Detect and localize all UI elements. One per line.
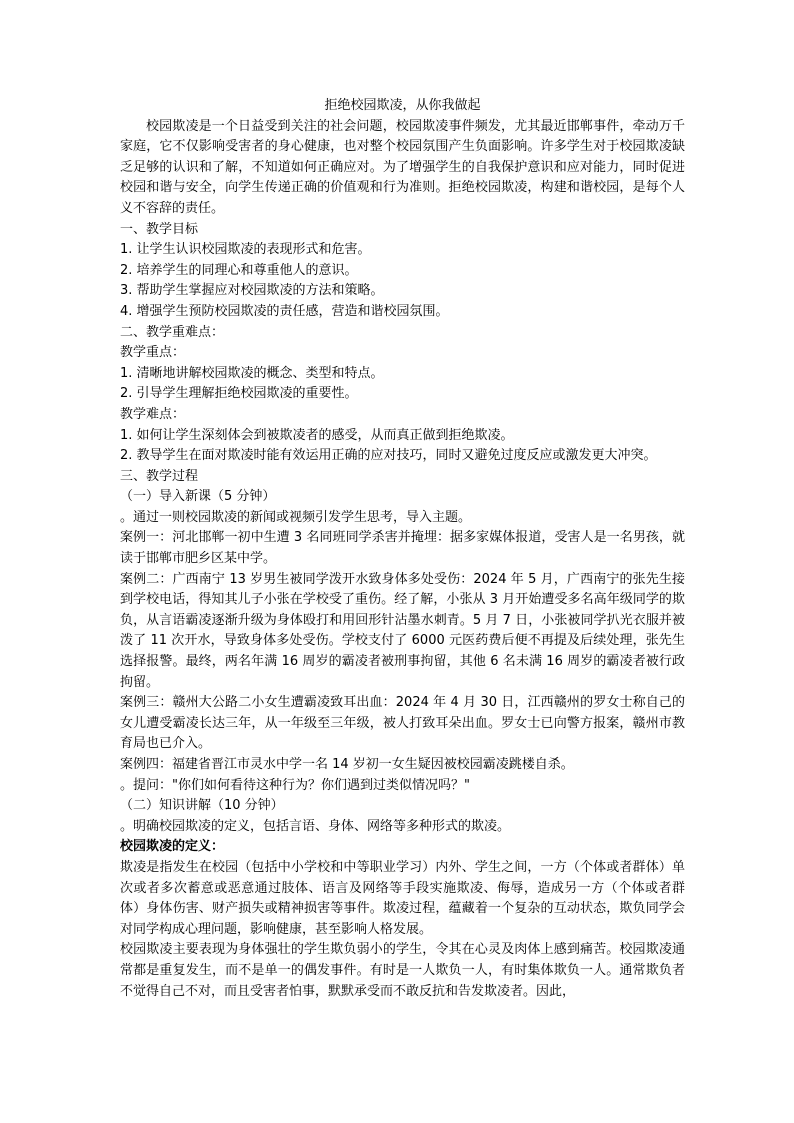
paragraph: 三、教学过程 [120,468,199,484]
document-page [120,96,685,1002]
paragraph: （二）知识讲解（10 分钟） [120,798,284,814]
paragraph: 2. 引导学生理解拒绝校园欺凌的重要性。 [120,386,358,402]
paragraph: 校园欺凌的定义： [120,839,225,855]
paragraph: 。明确校园欺凌的定义，包括言语、身体、网络等多种形式的欺凌。 [120,818,511,834]
paragraph: 案例一：河北邯郸一初中生遭 3 名同班同学杀害并掩埋：据多家媒体报道，受害人是一名男孩，就读于邯郸市肥乡区某中学。 [120,530,685,567]
paragraph: 校园欺凌是一个日益受到关注的社会问题，校园欺凌事件频发，尤其最近邯郸事件，牵动万千家庭，它不仅影响受害者的身心健康，也对整个校园氛围产生负面影响。许多学生对于校园欺凌缺乏足够的认识和了解，不知道如何正确应对。为了增强学生的自我保护意识和应对能力，同时促进校园和谐与安全，向学生传递正确的价值观和行为准则。拒绝校园欺凌，构建和谐校园，是每个人义不容辞的责任。 [120,118,685,216]
paragraph: （一）导入新课（5 分钟） [120,489,276,505]
paragraph: 案例二：广西南宁 13 岁男生被同学泼开水致身体多处受伤：2024 年 5 月，广西南宁的张先生接到学校电话，得知其儿子小张在学校受了重伤。经了解，小张从 3 月开始遭受多名高年级同学的欺负，从言语霸凌逐渐升级为身体殴打和用回形针沾墨水刺青。5 月 7 日，小张被同学扒光衣服并被泼了 11 次开水，导致身体多处受伤。学校支付了 6000 元医药费后便不再提及后续处理，张先生选择报警。最终，两名年满 16 周岁的霸凌者被刑事拘留，其他 6 名未满 16 周岁的霸凌者被行政拘留。 [120,571,685,690]
paragraph: 案例三：赣州大公路二小女生遭霸凌致耳出血：2024 年 4 月 30 日，江西赣州的罗女士称自己的女儿遭受霸凌长达三年，从一年级至三年级，被人打致耳朵出血。罗女士已向警方报案，赣州市教育局也已介入。 [120,695,685,752]
paragraph: 案例四：福建省晋江市灵水中学一名 14 岁初一女生疑因被校园霸凌跳楼自杀。 [120,757,574,772]
paragraph: 1. 让学生认识校园欺凌的表现形式和危害。 [120,242,371,258]
paragraph: 。通过一则校园欺凌的新闻或视频引发学生思考，导入主题。 [120,509,472,525]
paragraph: 1. 如何让学生深刻体会到被欺凌者的感受，从而真正做到拒绝欺凌。 [120,427,514,443]
paragraph: 一、教学目标 [120,221,199,237]
paragraph: 教学重点： [120,345,186,361]
paragraph: 2. 培养学生的同理心和尊重他人的意识。 [120,262,358,278]
paragraph: 4. 增强学生预防校园欺凌的责任感，营造和谐校园氛围。 [120,303,449,319]
paragraph: 欺凌是指发生在校园（包括中小学校和中等职业学习）内外、学生之间，一方（个体或者群体）单次或者多次蓄意或恶意通过肢体、语言及网络等手段实施欺凌、侮辱，造成另一方（个体或者群体）身体伤害、财产损失或精神损害等事件。欺凌过程，蕴藏着一个复杂的互动状态，欺负同学会对同学构成心理问题，影响健康，甚至影响人格发展。 [120,859,685,937]
document-body [120,117,685,1003]
paragraph: 3. 帮助学生掌握应对校园欺凌的方法和策略。 [120,283,384,299]
paragraph: 校园欺凌主要表现为身体强壮的学生欺负弱小的学生，令其在心灵及肉体上感到痛苦。校园欺凌通常都是重复发生，而不是单一的偶发事件。有时是一人欺负一人，有时集体欺负一人。通常欺负者不觉得自己不对，而且受害者怕事，默默承受而不敢反抗和告发欺凌者。因此， [120,942,685,999]
paragraph: 1. 清晰地讲解校园欺凌的概念、类型和特点。 [120,365,384,381]
paragraph: 教学难点： [120,406,186,422]
document-title: 拒绝校园欺凌，从你我做起 [324,98,481,113]
paragraph: 二、教学重难点： [120,324,225,340]
paragraph: 。提问："你们如何看待这种行为？你们遇到过类似情况吗？" [120,777,470,793]
paragraph: 2. 教导学生在面对欺凌时能有效运用正确的应对技巧，同时又避免过度反应或激发更大冲突。 [120,448,657,464]
